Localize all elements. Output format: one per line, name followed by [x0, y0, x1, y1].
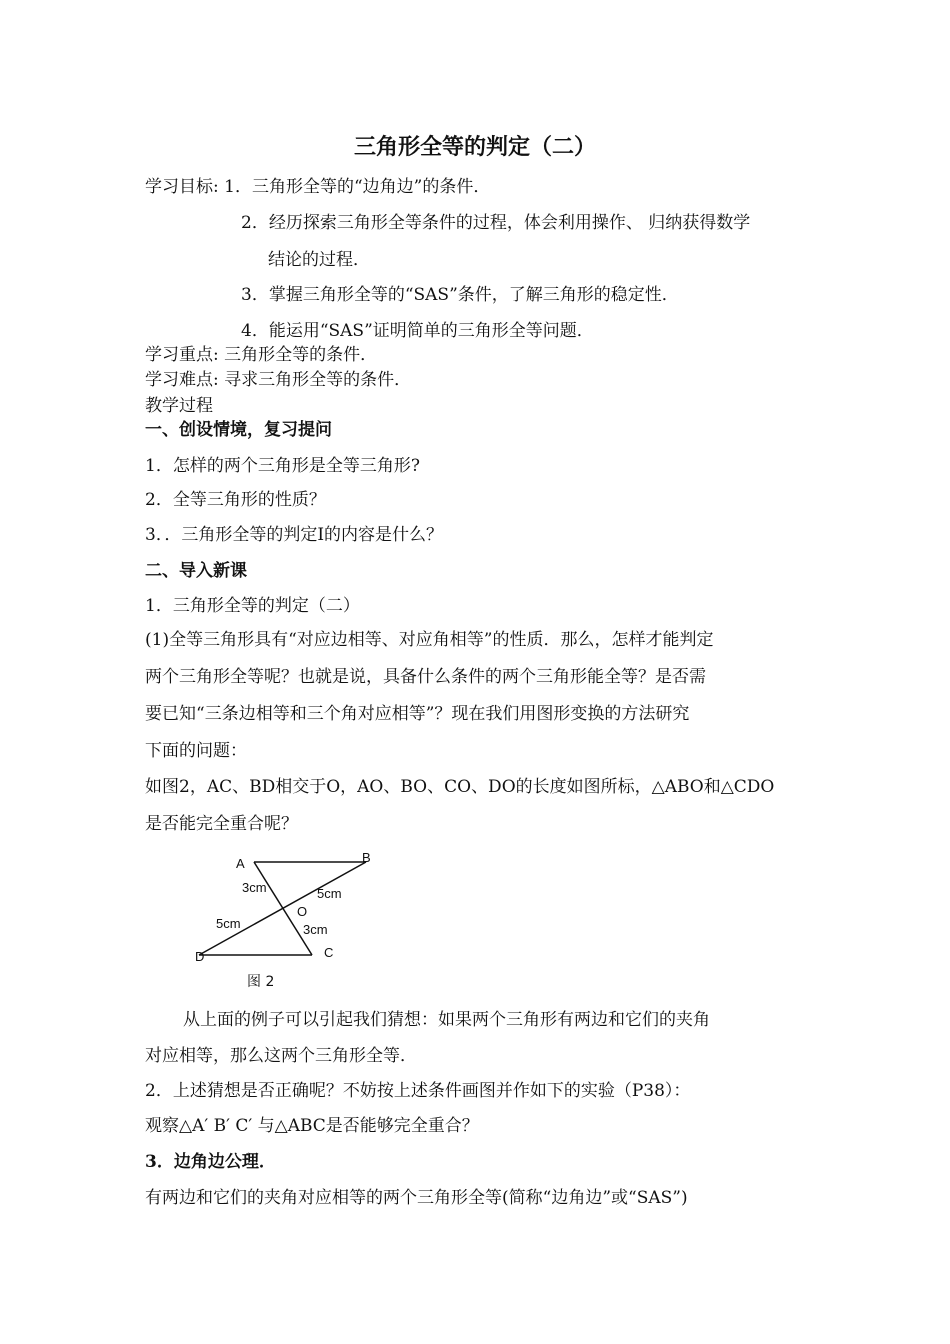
objectives-line-1: [145, 176, 490, 198]
observe-question: 观察△A′ B′ C′ 与△ABC是否能够完全重合？: [145, 1116, 479, 1136]
paragraph-1-line-4: 下面的问题：: [145, 741, 247, 761]
objective-item-2a: 2．经历探索三角形全等条件的过程，体会利用操作、 归纳获得数学: [241, 213, 751, 233]
paragraph-2-line-1: 如图2，AC、BD相交于O，AO、BO、CO、DO的长度如图所标，△ABO和△CDO: [145, 777, 775, 797]
figure-2-diagram: [185, 845, 385, 995]
objectives-label: 学习目标: [145, 177, 213, 197]
segment-bd: [199, 862, 366, 955]
figure-caption: 图 2: [247, 974, 275, 990]
question-2: 2．全等三角形的性质？: [145, 490, 326, 510]
paragraph-1-line-2: 两个三角形全等呢？也就是说，具备什么条件的两个三角形能全等？是否需: [145, 667, 706, 687]
difficulty: 学习难点: 寻求三角形全等的条件．: [145, 370, 412, 390]
label-a: A: [236, 856, 245, 871]
label-d: D: [195, 949, 205, 964]
length-co: 3cm: [303, 922, 328, 937]
label-b: B: [362, 850, 371, 865]
figure-2: [185, 845, 385, 995]
objective-item-4: 4．能运用“SAS”证明简单的三角形全等问题．: [241, 321, 594, 341]
label-c: C: [324, 945, 334, 960]
objective-item-2b: 结论的过程．: [268, 250, 370, 270]
question-3: 3．．三角形全等的判定Ⅰ的内容是什么？: [145, 525, 444, 545]
paragraph-1-line-3: 要已知“三条边相等和三个角对应相等”？现在我们用图形变换的方法研究: [145, 704, 690, 724]
label-o: O: [297, 904, 308, 919]
conjecture-line-1: 从上面的例子可以引起我们猜想：如果两个三角形有两边和它们的夹角: [183, 1010, 710, 1030]
question-1: 1．怎样的两个三角形是全等三角形?: [145, 456, 420, 476]
section2-heading: 二、导入新课: [145, 561, 247, 581]
length-ao: 3cm: [242, 880, 267, 895]
paragraph-2-line-2: 是否能完全重合呢？: [145, 814, 298, 834]
length-bo: 5cm: [317, 886, 342, 901]
paragraph-1-line-1: (1)全等三角形具有“对应边相等、对应角相等”的性质．那么，怎样才能判定: [145, 630, 714, 650]
objective-item-3: 3．掌握三角形全等的“SAS”条件，了解三角形的稳定性．: [241, 285, 679, 305]
key-point: 学习重点: 三角形全等的条件．: [145, 345, 378, 365]
section1-heading: 一、创设情境，复习提问: [145, 420, 332, 440]
subsection-2: 2．上述猜想是否正确呢？不妨按上述条件画图并作如下的实验（P38）：: [145, 1081, 691, 1101]
page-title: 三角形全等的判定（二）: [353, 135, 596, 160]
conjecture-line-2: 对应相等，那么这两个三角形全等．: [145, 1046, 417, 1066]
objective-item-1: : 1．三角形全等的“边角边”的条件．: [213, 177, 491, 197]
length-do: 5cm: [216, 916, 241, 931]
process-heading: 教学过程: [145, 396, 213, 416]
subsection-1: 1．三角形全等的判定（二）: [145, 596, 360, 616]
subsection-3: 3．边角边公理．: [145, 1152, 276, 1172]
sas-axiom: 有两边和它们的夹角对应相等的两个三角形全等(简称“边角边”或“SAS”): [145, 1188, 688, 1208]
